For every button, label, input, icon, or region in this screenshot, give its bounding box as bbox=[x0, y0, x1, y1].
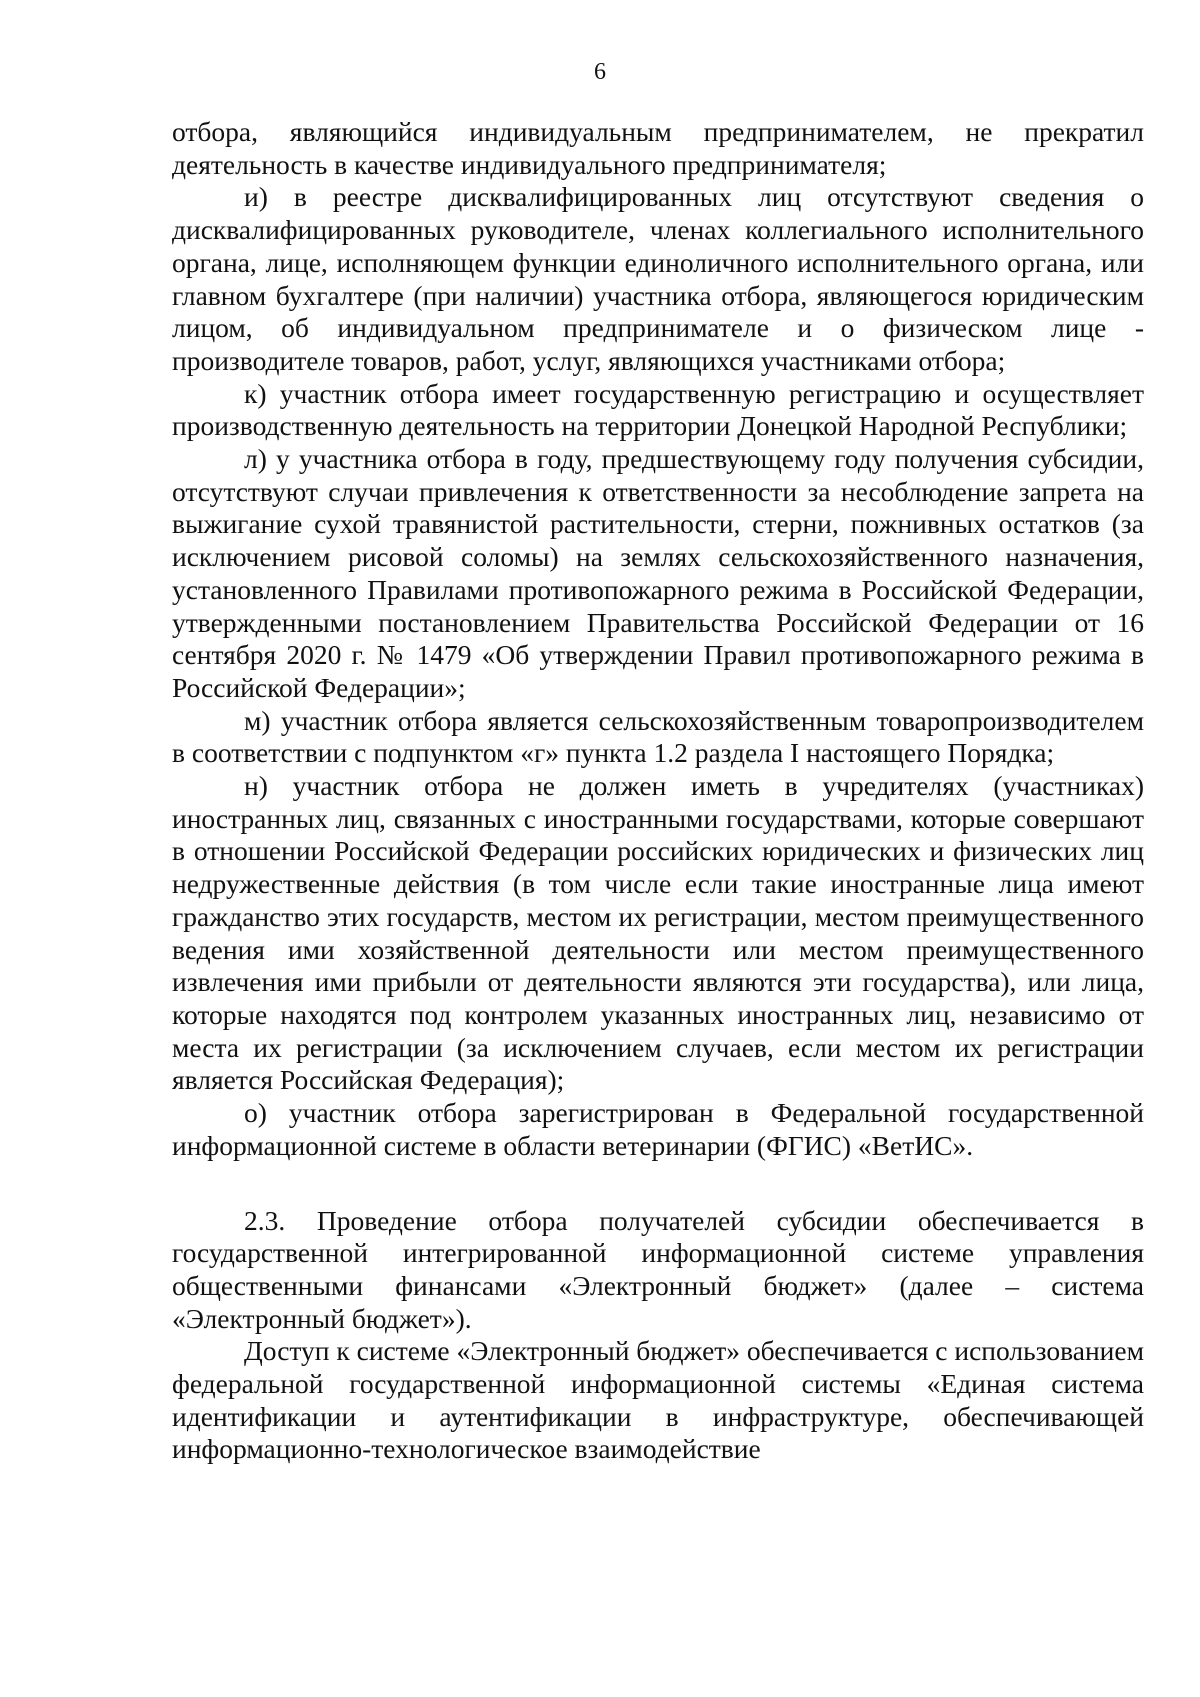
paragraph-item-k: к) участник отбора имеет государственную регистрацию и осуществляет производственную деятельность на территории Донецкой Народной Республики; bbox=[172, 377, 1144, 442]
paragraph-continuation: отбора, являющийся индивидуальным предпринимателем, не прекратил деятельность в качестве индивидуального предпринимателя; bbox=[172, 116, 1144, 180]
paragraph-access: Доступ к системе «Электронный бюджет» обеспечивается с использованием федеральной государственной информационной системы «Единая система идентификации и аутентификации в инфраструктуре, обеспечивающей информационно-технологическое взаимодействие bbox=[172, 1335, 1144, 1465]
section-spacer bbox=[172, 1163, 1144, 1205]
paragraph-section-2-3: 2.3. Проведение отбора получателей субсидии обеспечивается в государственной интегрированной информационной системе управления общественными финансами «Электронный бюджет» (далее – система «Электронный бюджет»). bbox=[172, 1204, 1144, 1334]
paragraph-item-i: и) в реестре дисквалифицированных лиц отсутствуют сведения о дисквалифицированных руководителе, членах коллегиального исполнительного органа, лице, исполняющем функции единоличного исполнительного органа, или главном бухгалтере (при наличии) участника отбора, являющегося юридическим лицом, об индивидуальном предпринимателе и о физическом лице - производителе товаров, работ, услуг, являющихся участниками отбора; bbox=[172, 181, 1144, 376]
page-number: 6 bbox=[594, 59, 606, 85]
paragraph-item-m: м) участник отбора является сельскохозяйственным товаропроизводителем в соответствии с подпунктом «г» пункта 1.2 раздела I настоящего Порядка; bbox=[172, 704, 1144, 769]
document-text bbox=[172, 116, 1144, 1466]
paragraph-item-n: н) участник отбора не должен иметь в учредителях (участниках) иностранных лиц, связанных с иностранными государствами, которые совершают в отношении Российской Федерации российских юридических и физических лиц недружественные действия (в том числе если такие иностранные лица имеют гражданство этих государств, местом их регистрации, местом преимущественного ведения ими хозяйственной деятельности или местом преимущественного извлечения ими прибыли от деятельности являются эти государства), или лица, которые находятся под контролем указанных иностранных лиц, независимо от места их регистрации (за исключением случаев, если местом их регистрации является Российская Федерация); bbox=[172, 770, 1144, 1096]
paragraph-item-o: о) участник отбора зарегистрирован в Федеральной государственной информационной системе в области ветеринарии (ФГИС) «ВетИС». bbox=[172, 1097, 1144, 1161]
paragraph-item-l: л) у участника отбора в году, предшествующему году получения субсидии, отсутствуют случаи привлечения к ответственности за несоблюдение запрета на выжигание сухой травянистой растительности, стерни, пожнивных остатков (за исключением рисовой соломы) на землях сельскохозяйственного назначения, установленного Правилами противопожарного режима в Российской Федерации, утвержденными постановлением Правительства Российской Федерации от 16 сентября 2020 г. № 1479 «Об утверждении Правил противопожарного режима в Российской Федерации»; bbox=[172, 443, 1144, 703]
